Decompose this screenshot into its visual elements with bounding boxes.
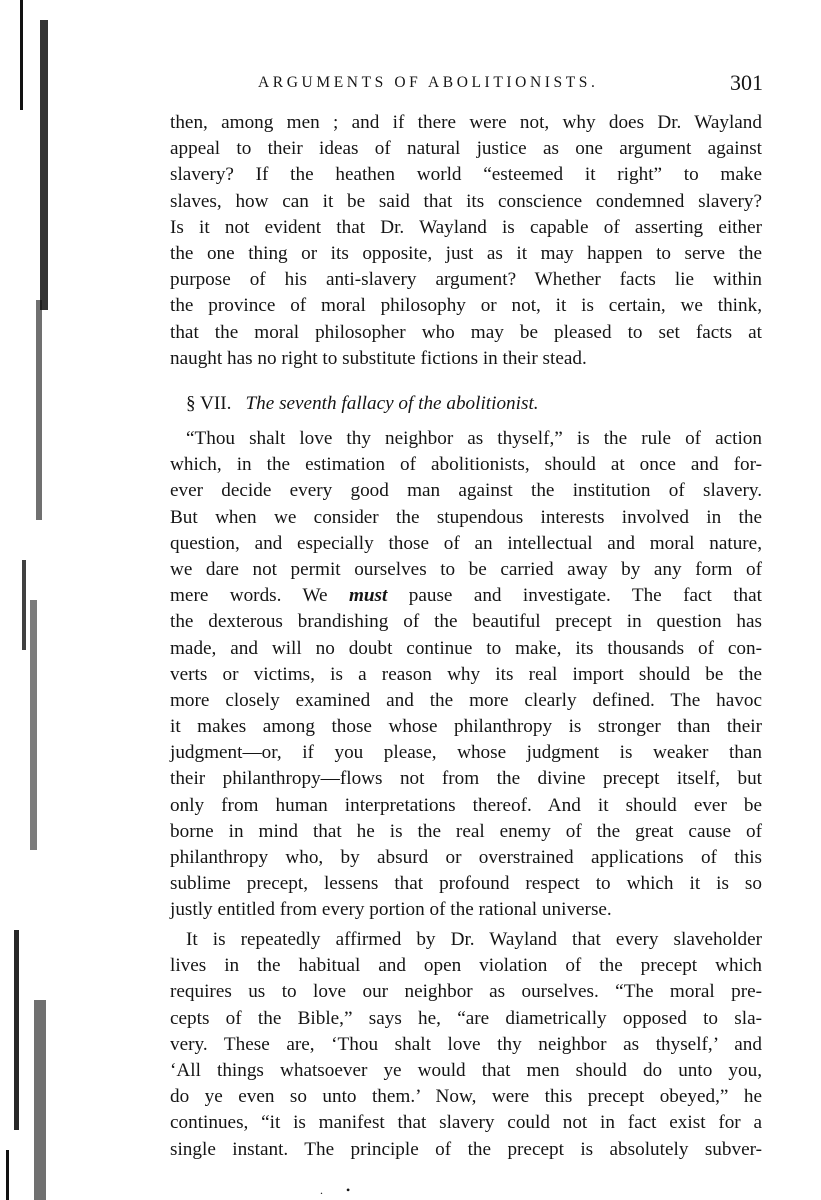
text-line xyxy=(170,583,762,609)
text-line: naught has no right to substitute fictions in their stead. xyxy=(170,347,587,369)
section-heading xyxy=(186,393,539,415)
text-line: then, among men ; and if there were not, why does Dr. Wayland xyxy=(170,112,762,133)
text-line: slavery? If the heathen world “esteemed it right” to make xyxy=(170,164,762,186)
text-line: single instant. The principle of the precept is absolutely subver- xyxy=(170,1138,762,1160)
text-line: the one thing or its opposite, just as it may happen to serve the xyxy=(170,242,762,264)
running-title: ARGUMENTS OF ABOLITIONISTS. xyxy=(258,74,599,91)
text-line: slaves, how can it be said that its conscience condemned slavery? xyxy=(170,190,762,212)
text-line: requires us to love our neighbor as ourselves. “The moral pre- xyxy=(170,981,762,1003)
paragraph-3 xyxy=(170,927,762,1163)
text-line: borne in mind that he is the real enemy of the great cause of xyxy=(170,820,762,842)
text-line: made, and will no doubt continue to make, its thousands of con- xyxy=(170,637,762,659)
text-line: which, in the estimation of abolitionists, should at once and for- xyxy=(170,454,762,476)
text-line: sublime precept, lessens that profound respect to which it is so xyxy=(170,873,762,895)
text-line: it makes among those whose philanthropy is stronger than their xyxy=(170,716,762,738)
text-run: mere words. We xyxy=(170,585,349,607)
text-line: do ye even so unto them.’ Now, were this precept obeyed,” he xyxy=(170,1086,762,1108)
emphasis: must xyxy=(348,585,388,607)
text-line: ever decide every good man against the institution of slavery. xyxy=(170,480,762,502)
text-line: the province of moral philosophy or not, it is certain, we think, xyxy=(170,295,762,317)
text-line: appeal to their ideas of natural justice as one argument against xyxy=(170,138,762,160)
text-line: we dare not permit ourselves to be carried away by any form of xyxy=(170,558,762,580)
section-title: The seventh fallacy of the abolitionist. xyxy=(245,393,539,414)
text-line: philanthropy who, by absurd or overstrained applications of this xyxy=(170,847,762,868)
text-line: only from human interpretations thereof. And it should ever be xyxy=(170,794,762,816)
text-line: more closely examined and the more clearly defined. The havoc xyxy=(170,689,762,711)
text-line: But when we consider the stupendous interests involved in the xyxy=(170,506,762,528)
text-line: ‘All things whatsoever ye would that men should do unto you, xyxy=(170,1059,762,1081)
text-line: very. These are, ‘Thou shalt love thy neighbor as thyself,’ and xyxy=(170,1033,762,1055)
text-line: purpose of his anti-slavery argument? Whether facts lie within xyxy=(170,269,762,291)
text-line: the dexterous brandishing of the beautiful precept in question has xyxy=(170,611,762,633)
page-number: 301 xyxy=(730,70,763,95)
text-line: Is it not evident that Dr. Wayland is capable of asserting either xyxy=(170,216,762,238)
text-line: that the moral philosopher who may be pleased to set facts at xyxy=(170,321,762,343)
page-header xyxy=(258,70,763,100)
text-line: verts or victims, is a reason why its real import should be the xyxy=(170,663,762,685)
text-run: pause and investigate. The fact that xyxy=(387,585,762,607)
text-line: judgment—or, if you please, whose judgment is weaker than xyxy=(170,742,762,764)
text-line: justly entitled from every portion of the rational universe. xyxy=(170,899,612,921)
section-number: § VII. xyxy=(186,393,232,414)
paragraph-2 xyxy=(170,426,762,924)
text-line: lives in the habitual and open violation of the precept which xyxy=(170,955,762,977)
footer-marks: . • xyxy=(320,1183,361,1197)
text-line: their philanthropy—flows not from the divine precept itself, but xyxy=(170,768,762,790)
text-line: continues, “it is manifest that slavery could not in fact exist for a xyxy=(170,1112,762,1134)
text-line: question, and especially those of an intellectual and moral nature, xyxy=(170,532,762,554)
paragraph-1 xyxy=(170,110,762,372)
text-line: It is repeatedly affirmed by Dr. Wayland that every slaveholder xyxy=(186,929,762,950)
text-line: cepts of the Bible,” says he, “are diametrically opposed to sla- xyxy=(170,1007,762,1029)
text-line: “Thou shalt love thy neighbor as thyself,” is the rule of action xyxy=(186,428,762,449)
